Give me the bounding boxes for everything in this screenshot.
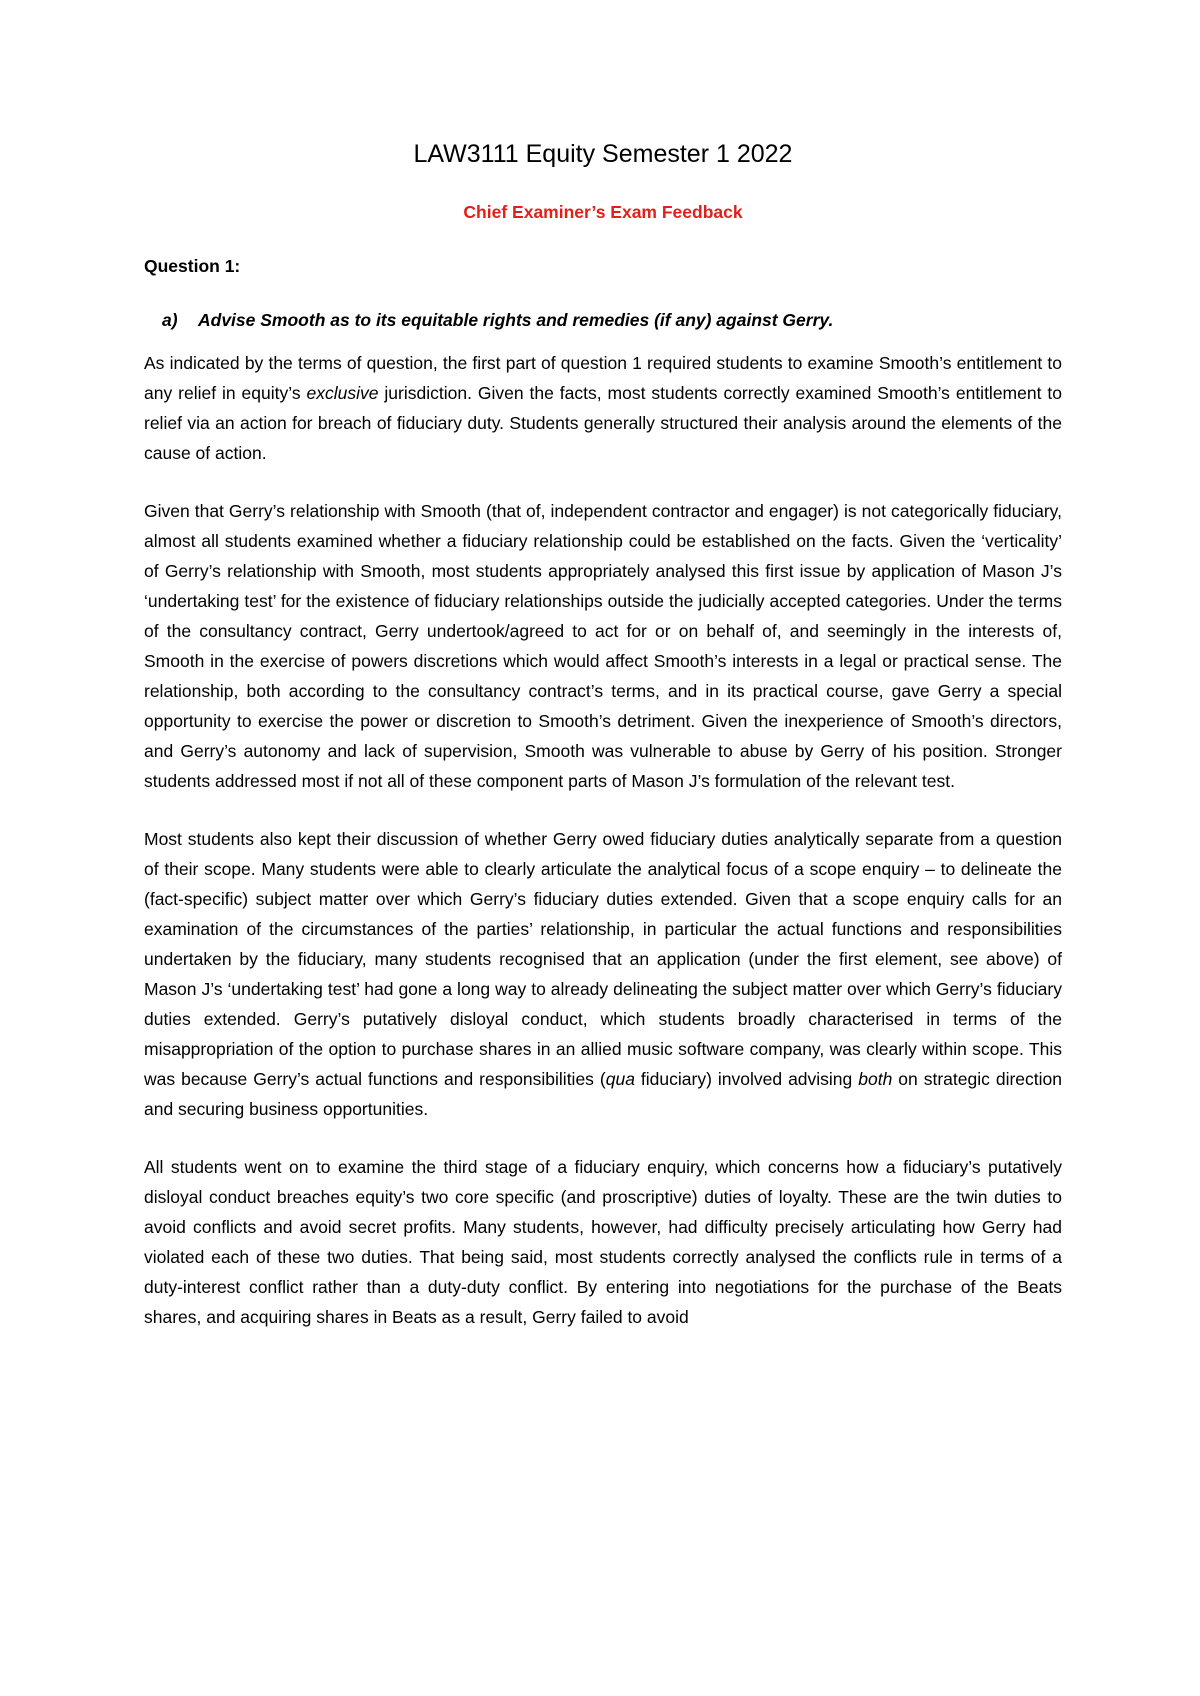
sub-question-text: Advise Smooth as to its equitable rights and remedies (if any) against Gerry. bbox=[198, 310, 834, 330]
paragraph-1-part-b: jurisdiction. Given the facts, most students correctly examined Smooth’s entitlement to relief via an action for breach of fiduciary duty. Students generally structured their analysis around the elements of the cause of action. bbox=[144, 383, 1062, 463]
paragraph-1-part-a: As indicated by the terms of question, the first part of question 1 required students to examine Smooth’s entitlement to any relief in equity’s bbox=[144, 353, 1062, 403]
paragraph-3 bbox=[144, 824, 1062, 1124]
paragraph-3-part-a: Most students also kept their discussion of whether Gerry owed fiduciary duties analytically separate from a question of their scope. Many students were able to clearly articulate the analytical focus of a scope enquiry – to delineate the (fact-specific) subject matter over which Gerry’s fiduciary duties extended. Given that a scope enquiry calls for an examination of the circumstances of the parties’ relationship, in particular the actual functions and responsibilities undertaken by the fiduciary, many students recognised that an application (under the first element, see above) of Mason J’s ‘undertaking test’ had gone a long way to already delineating the subject matter over which Gerry’s fiduciary duties extended. Gerry’s putatively disloyal conduct, which students broadly characterised in terms of the misappropriation of the option to purchase shares in an allied music software company, was clearly within scope. This was because Gerry’s actual functions and responsibilities ( bbox=[144, 829, 1062, 1089]
paragraph-1 bbox=[144, 348, 1062, 468]
paragraph-1-emphasis: exclusive bbox=[306, 383, 379, 403]
paragraph-3-part-b: fiduciary) involved advising bbox=[634, 1069, 859, 1089]
paragraph-2: Given that Gerry’s relationship with Smooth (that of, independent contractor and engager) is not categorically fiduciary, almost all students examined whether a fiduciary relationship could be established on the facts. Given the ‘verticality’ of Gerry’s relationship with Smooth, most students appropriately analysed this first issue by application of Mason J’s ‘undertaking test’ for the existence of fiduciary relationships outside the judicially accepted categories. Under the terms of the consultancy contract, Gerry undertook/agreed to act for or on behalf of, and seemingly in the interests of, Smooth in the exercise of powers discretions which would affect Smooth’s interests in a legal or practical sense. The relationship, both according to the consultancy contract’s terms, and in its practical course, gave Gerry a special opportunity to exercise the power or discretion to Smooth’s detriment. Given the inexperience of Smooth’s directors, and Gerry’s autonomy and lack of supervision, Smooth was vulnerable to abuse by Gerry of his position. Stronger students addressed most if not all of these component parts of Mason J’s formulation of the relevant test. bbox=[144, 501, 1062, 791]
document-title: LAW3111 Equity Semester 1 2022 bbox=[413, 140, 793, 168]
paragraph-3-emphasis-qua: qua bbox=[605, 1069, 635, 1089]
paragraph-4: All students went on to examine the third stage of a fiduciary enquiry, which concerns how a fiduciary’s putatively disloyal conduct breaches equity’s two core specific (and proscriptive) duties of loyalty. These are the twin duties to avoid conflicts and avoid secret profits. Many students, however, had difficulty precisely articulating how Gerry had violated each of these two duties. That being said, most students correctly analysed the conflicts rule in terms of a duty-interest conflict rather than a duty-duty conflict. By entering into negotiations for the purchase of the Beats shares, and acquiring shares in Beats as a result, Gerry failed to avoid bbox=[144, 1157, 1062, 1327]
document-page bbox=[144, 138, 1062, 1332]
question-heading: Question 1: bbox=[144, 256, 241, 276]
sub-question-label: a) bbox=[162, 310, 178, 330]
paragraph-3-part-c: on strategic direction and securing business opportunities. bbox=[144, 1069, 1062, 1119]
sub-question bbox=[144, 308, 1062, 332]
document-subtitle: Chief Examiner’s Exam Feedback bbox=[463, 202, 743, 222]
paragraph-3-emphasis-both: both bbox=[858, 1069, 893, 1089]
